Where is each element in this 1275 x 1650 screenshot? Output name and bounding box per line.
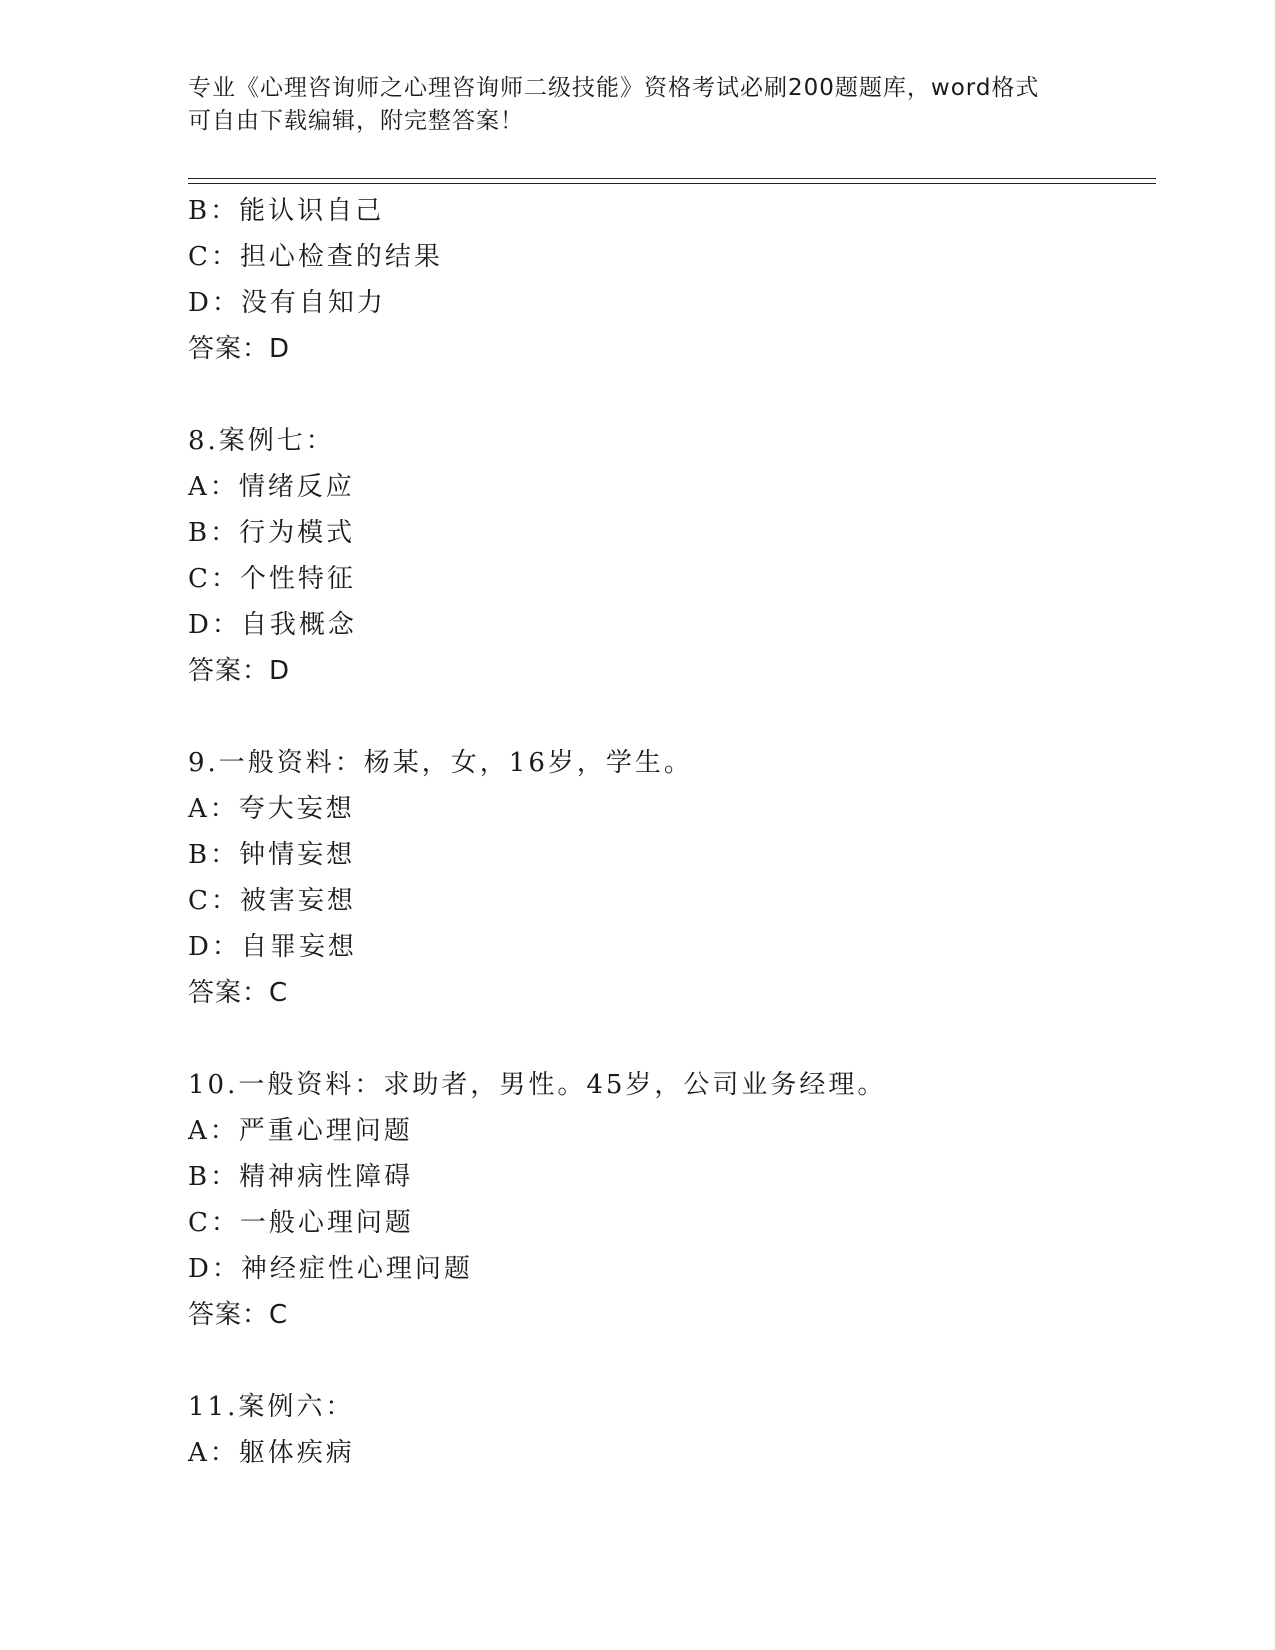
q9-title: 9.一般资料：杨某，女，16岁，学生。: [188, 748, 693, 778]
q10-option-d: D：神经症性心理问题: [188, 1254, 473, 1284]
question-spacer: [188, 1016, 1156, 1062]
q7-option-d: D：没有自知力: [188, 288, 386, 318]
q8-option-d: D：自我概念: [188, 610, 357, 640]
q7-answer: 答案：D: [188, 334, 291, 364]
q11-option-a: A：躯体疾病: [188, 1438, 355, 1468]
q8-option-c: C：个性特征: [188, 564, 356, 594]
q9-answer: 答案：C: [188, 978, 289, 1008]
q8-title: 8.案例七：: [188, 426, 335, 456]
q7-option-c: C：担心检查的结果: [188, 242, 443, 272]
q8-option-b: B：行为模式: [188, 518, 356, 548]
question-spacer: [188, 1338, 1156, 1384]
header-title-line-2: 可自由下载编辑，附完整答案！: [188, 108, 524, 134]
q7-option-b: B：能认识自己: [188, 196, 385, 226]
question-spacer: [188, 694, 1156, 740]
header-title-line-1: 专业《心理咨询师之心理咨询师二级技能》资格考试必刷200题题库，word格式: [188, 75, 1040, 101]
q9-option-b: B：钟情妄想: [188, 840, 356, 870]
q10-option-c: C：一般心理问题: [188, 1208, 414, 1238]
q9-option-c: C：被害妄想: [188, 886, 356, 916]
header-divider-top: [188, 178, 1156, 179]
q8-answer: 答案：D: [188, 656, 291, 686]
q8-option-a: A：情绪反应: [188, 472, 355, 502]
q9-option-a: A：夸大妄想: [188, 794, 355, 824]
document-header: [188, 72, 1068, 138]
q10-option-a: A：严重心理问题: [188, 1116, 413, 1146]
q9-option-d: D：自罪妄想: [188, 932, 357, 962]
header-divider-bottom: [188, 183, 1156, 184]
question-spacer: [188, 372, 1156, 418]
q11-title: 11.案例六：: [188, 1392, 355, 1422]
q10-option-b: B：精神病性障碍: [188, 1162, 414, 1192]
q10-title: 10.一般资料：求助者，男性。45岁，公司业务经理。: [188, 1070, 887, 1100]
question-list: [188, 188, 1156, 1476]
q10-answer: 答案：C: [188, 1300, 289, 1330]
